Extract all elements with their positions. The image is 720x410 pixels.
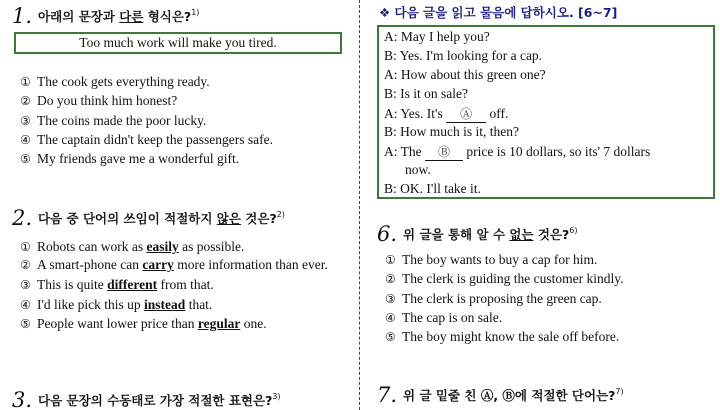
q1-option-4[interactable]	[20, 130, 273, 149]
q6-heading	[377, 222, 577, 246]
q2-option-3-after: from that.	[157, 277, 214, 293]
dialogue-line-7	[384, 143, 650, 161]
dialogue-line-6-speaker: B:	[384, 124, 397, 139]
q2-prompt-before: 다음 중 단어의 쓰임이 적절하지	[38, 211, 217, 226]
q2-option-4-marker: ④	[20, 297, 31, 312]
q6-prompt-before: 위 글을 통해 알 수	[403, 227, 510, 242]
q1-option-1-text: The cook gets everything ready.	[37, 74, 210, 89]
q7-heading	[377, 383, 624, 407]
dialogue-line-7-speaker: A:	[384, 144, 398, 159]
q2-option-4[interactable]	[20, 295, 342, 314]
q1-option-2-marker: ②	[20, 94, 31, 109]
q1-options	[20, 72, 273, 168]
q7-number: 7.	[377, 383, 398, 407]
q2-option-5-after: one.	[240, 315, 267, 331]
q2-option-3-before: This is quite	[37, 277, 108, 293]
q2-prompt-underlined: 않은	[216, 211, 241, 226]
q2-footnote: 2)	[276, 210, 285, 219]
q3-number: 3.	[12, 388, 33, 410]
column-divider	[359, 0, 360, 410]
right-column	[365, 0, 720, 410]
q3-footnote: 3)	[272, 392, 281, 401]
q1-option-5-text: My friends gave me a wonderful gift.	[37, 151, 240, 167]
q2-prompt-after: 것은?	[240, 211, 277, 226]
q2-option-2-marker: ②	[20, 258, 31, 273]
left-column	[0, 0, 355, 410]
dialogue-line-8-text: OK. I'll take it.	[400, 181, 481, 196]
q1-option-4-marker: ④	[20, 132, 31, 147]
dialogue-line-3-speaker: A:	[384, 67, 398, 82]
q1-option-5[interactable]	[20, 149, 273, 168]
q1-option-3-marker: ③	[20, 113, 31, 128]
q6-option-3-text: The clerk is proposing the green cap.	[402, 290, 602, 306]
q2-option-1-marker: ①	[20, 240, 31, 254]
dialogue-line-3	[384, 67, 546, 83]
q6-option-1-text: The boy wants to buy a cap for him.	[402, 252, 598, 267]
dialogue-line-1-speaker: A:	[384, 29, 398, 44]
q6-option-2-text: The clerk is guiding the customer kindly.	[402, 271, 624, 287]
q1-option-1-marker: ①	[20, 75, 31, 89]
dialogue-line-5-before: Yes. It's	[400, 106, 447, 121]
q2-option-3-keyword: different	[107, 277, 158, 293]
dialogue-line-6-text: How much is it, then?	[400, 124, 519, 139]
q2-option-3[interactable]	[20, 275, 342, 294]
q6-option-4-text: The cap is on sale.	[402, 309, 503, 325]
q6-option-5[interactable]	[385, 327, 623, 346]
blank-b[interactable]	[425, 143, 463, 161]
q3-heading	[12, 388, 281, 410]
dialogue-line-3-text: How about this green one?	[400, 67, 546, 82]
dialogue-line-8	[384, 181, 481, 197]
q1-number: 1.	[12, 4, 33, 28]
dialogue-box	[377, 25, 715, 199]
dialogue-line-7-after: price is 10 dollars, so its' 7 dollars	[463, 144, 651, 159]
q6-option-4[interactable]	[385, 308, 623, 327]
q2-option-1[interactable]	[20, 237, 342, 256]
q2-option-2-after: more information than ever.	[173, 257, 328, 273]
q2-option-2[interactable]	[20, 256, 342, 275]
q6-option-2[interactable]	[385, 269, 623, 288]
dialogue-line-5-speaker: A:	[384, 106, 398, 121]
blank-a-label: Ⓐ	[460, 107, 473, 121]
q2-option-1-keyword: easily	[146, 239, 179, 254]
q2-options	[20, 237, 342, 333]
q3-prompt: 다음 문장의 수동태로 가장 적절한 표현은?	[38, 393, 273, 408]
q1-boxed-sentence: Too much work will make you tired.	[14, 32, 342, 54]
dialogue-line-4-speaker: B:	[384, 86, 397, 101]
dialogue-line-4	[384, 86, 468, 102]
dialogue-line-2-speaker: B:	[384, 48, 397, 63]
q2-option-2-before: A smart-phone can	[37, 257, 143, 273]
q7-footnote: 7)	[615, 387, 624, 396]
dialogue-line-6	[384, 124, 519, 140]
dialogue-line-1-text: May I help you?	[400, 29, 490, 44]
q1-option-4-text: The captain didn't keep the passengers safe.	[37, 131, 273, 147]
q6-footnote: 6)	[569, 226, 578, 235]
q6-prompt-underlined: 없는	[509, 227, 534, 242]
q1-prompt-after: 형식은?	[143, 9, 192, 24]
blank-a[interactable]	[446, 105, 486, 123]
q1-footnote: 1)	[191, 8, 200, 17]
dialogue-line-4-text: Is it on sale?	[400, 86, 468, 101]
blank-b-label: Ⓑ	[438, 145, 451, 159]
dialogue-line-2-text: Yes. I'm looking for a cap.	[399, 48, 543, 63]
q1-heading	[12, 4, 199, 28]
q6-number: 6.	[377, 222, 398, 246]
q2-option-5-keyword: regular	[197, 315, 241, 331]
dialogue-line-7-before: The	[400, 144, 426, 159]
q1-option-2-text: Do you think him honest?	[37, 93, 178, 109]
q6-option-2-marker: ②	[385, 272, 396, 287]
q6-option-5-marker: ⑤	[385, 330, 396, 345]
q6-option-1-marker: ①	[385, 253, 396, 267]
dialogue-line-5	[384, 105, 508, 123]
q2-option-2-keyword: carry	[142, 257, 174, 273]
q1-option-3-text: The coins made the poor lucky.	[37, 112, 207, 128]
q6-option-3-marker: ③	[385, 291, 396, 306]
dialogue-line-1	[384, 29, 490, 45]
q2-option-1-after: as possible.	[178, 239, 245, 254]
q6-prompt-after: 것은?	[533, 227, 570, 242]
q2-option-1-before: Robots can work as	[37, 239, 147, 254]
q1-option-5-marker: ⑤	[20, 152, 31, 167]
dialogue-line-5-after: off.	[486, 106, 509, 121]
q1-option-3[interactable]	[20, 111, 273, 130]
dialogue-line-7-continued: now.	[405, 162, 431, 177]
q6-option-1[interactable]	[385, 250, 623, 269]
q7-prompt: 위 글 밑줄 친 Ⓐ, Ⓑ에 적절한 단어는?	[403, 388, 616, 403]
passage-directions: ❖ 다음 글을 읽고 물음에 답하시오. [6~7]	[379, 5, 618, 20]
q1-option-2[interactable]	[20, 91, 273, 110]
q1-prompt-underlined: 다른	[119, 9, 144, 24]
q1-prompt-before: 아래의 문장과	[38, 9, 120, 24]
q2-option-3-marker: ③	[20, 278, 31, 293]
q2-option-4-before: I'd like pick this up	[37, 296, 145, 312]
q6-option-5-text: The boy might know the sale off before.	[402, 329, 620, 345]
q2-option-4-keyword: instead	[144, 296, 186, 312]
q6-option-4-marker: ④	[385, 310, 396, 325]
q2-option-5-before: People want lower price than	[37, 315, 198, 331]
q2-option-5-marker: ⑤	[20, 316, 31, 331]
dialogue-line-8-speaker: B:	[384, 181, 397, 196]
q2-option-4-after: that.	[185, 296, 213, 312]
dialogue-line-2	[384, 48, 542, 64]
q2-number: 2.	[12, 206, 33, 230]
q2-heading	[12, 206, 285, 230]
q6-option-3[interactable]	[385, 289, 623, 308]
q2-option-5[interactable]	[20, 314, 342, 333]
q1-option-1[interactable]	[20, 72, 273, 91]
q6-options	[385, 250, 623, 346]
